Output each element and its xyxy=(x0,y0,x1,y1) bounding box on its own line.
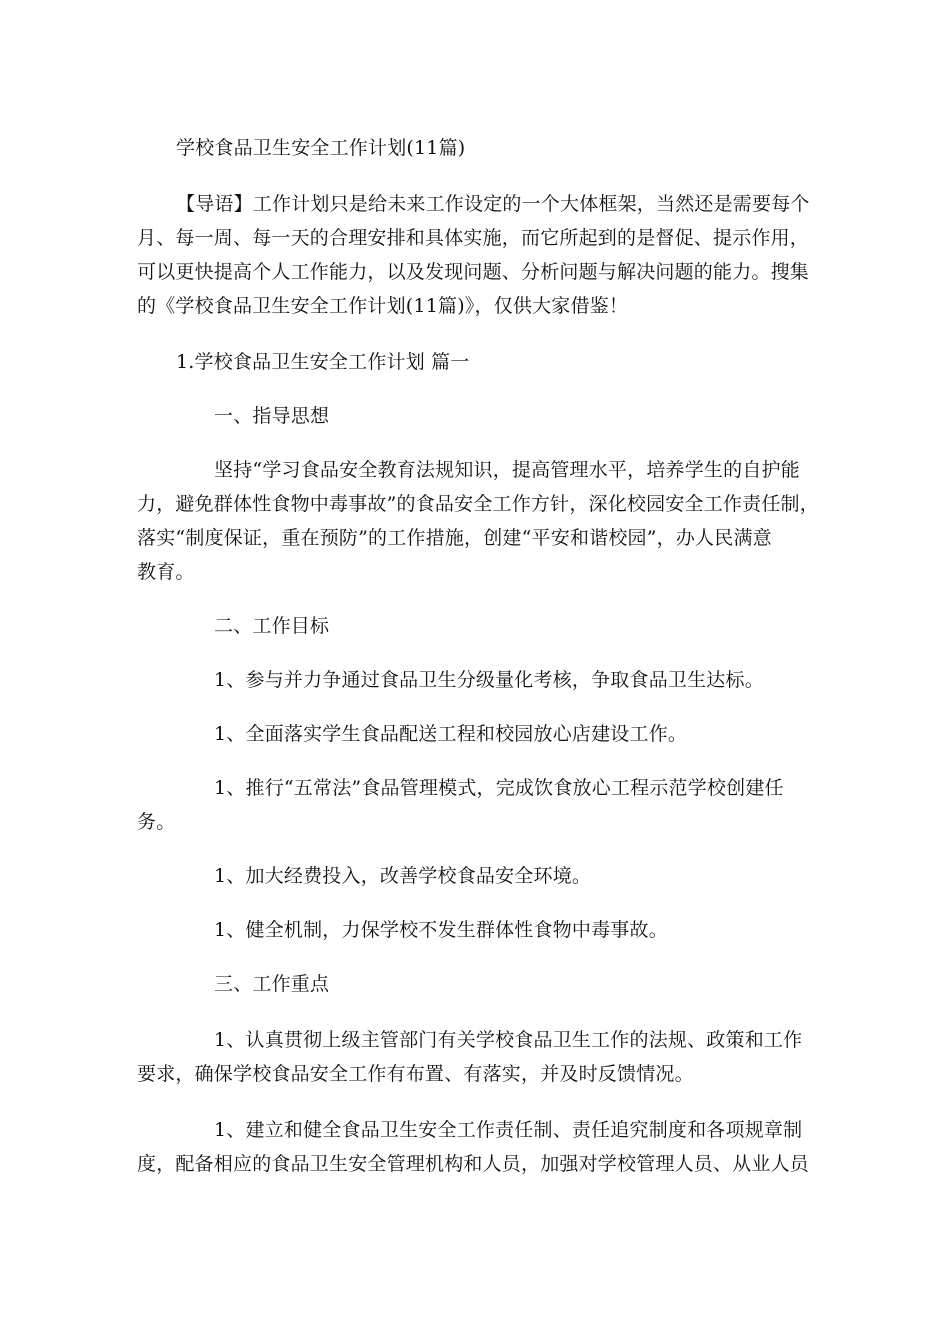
part1-line-4: 教育。 xyxy=(137,561,195,583)
part2-heading: 二、工作目标 xyxy=(214,615,330,637)
part3-item-2-line-1: 1、建立和健全食品卫生安全工作责任制、责任追究制度和各项规章制 xyxy=(214,1119,803,1141)
part3-heading: 三、工作重点 xyxy=(214,973,330,995)
part2-item-4: 1、加大经费投入，改善学校食品安全环境。 xyxy=(214,865,592,887)
part2-item-5: 1、健全机制，力保学校不发生群体性食物中毒事故。 xyxy=(214,919,668,941)
part1-heading: 一、指导思想 xyxy=(214,405,330,427)
part1-line-2: 力，避免群体性食物中毒事故”的食品安全工作方针，深化校园安全工作责任制， xyxy=(137,493,819,515)
part2-item-3-line-1: 1、推行“五常法”食品管理模式，完成饮食放心工程示范学校创建任 xyxy=(214,777,784,799)
document-title: 学校食品卫生安全工作计划(11篇) xyxy=(176,137,466,159)
part3-item-1-line-1: 1、认真贯彻上级主管部门有关学校食品卫生工作的法规、政策和工作 xyxy=(214,1029,803,1051)
part3-item-2-line-2: 度，配备相应的食品卫生安全管理机构和人员，加强对学校管理人员、从业人员 xyxy=(137,1153,810,1175)
part2-item-2: 1、全面落实学生食品配送工程和校园放心店建设工作。 xyxy=(214,723,688,745)
intro-line-3: 可以更快提高个人工作能力，以及发现问题、分析问题与解决问题的能力。搜集 xyxy=(137,261,810,283)
part3-item-1-line-2: 要求，确保学校食品安全工作有布置、有落实，并及时反馈情况。 xyxy=(137,1063,694,1085)
part1-line-1: 坚持“学习食品安全教育法规知识，提高管理水平，培养学生的自护能 xyxy=(214,459,800,481)
intro-line-2: 月、每一周、每一天的合理安排和具体实施，而它所起到的是督促、提示作用， xyxy=(137,227,810,249)
section-heading: 1.学校食品卫生安全工作计划 篇一 xyxy=(176,351,470,373)
part2-item-1: 1、参与并力争通过食品卫生分级量化考核，争取食品卫生达标。 xyxy=(214,669,764,691)
intro-line-4: 的《学校食品卫生安全工作计划(11篇)》，仅供大家借鉴！ xyxy=(137,295,629,317)
intro-line-1: 【导语】工作计划只是给未来工作设定的一个大体框架，当然还是需要每个 xyxy=(176,193,810,215)
part2-item-3-line-2: 务。 xyxy=(137,811,176,833)
part1-line-3: 落实“制度保证，重在预防”的工作措施，创建“平安和谐校园”，办人民满意 xyxy=(137,527,772,549)
